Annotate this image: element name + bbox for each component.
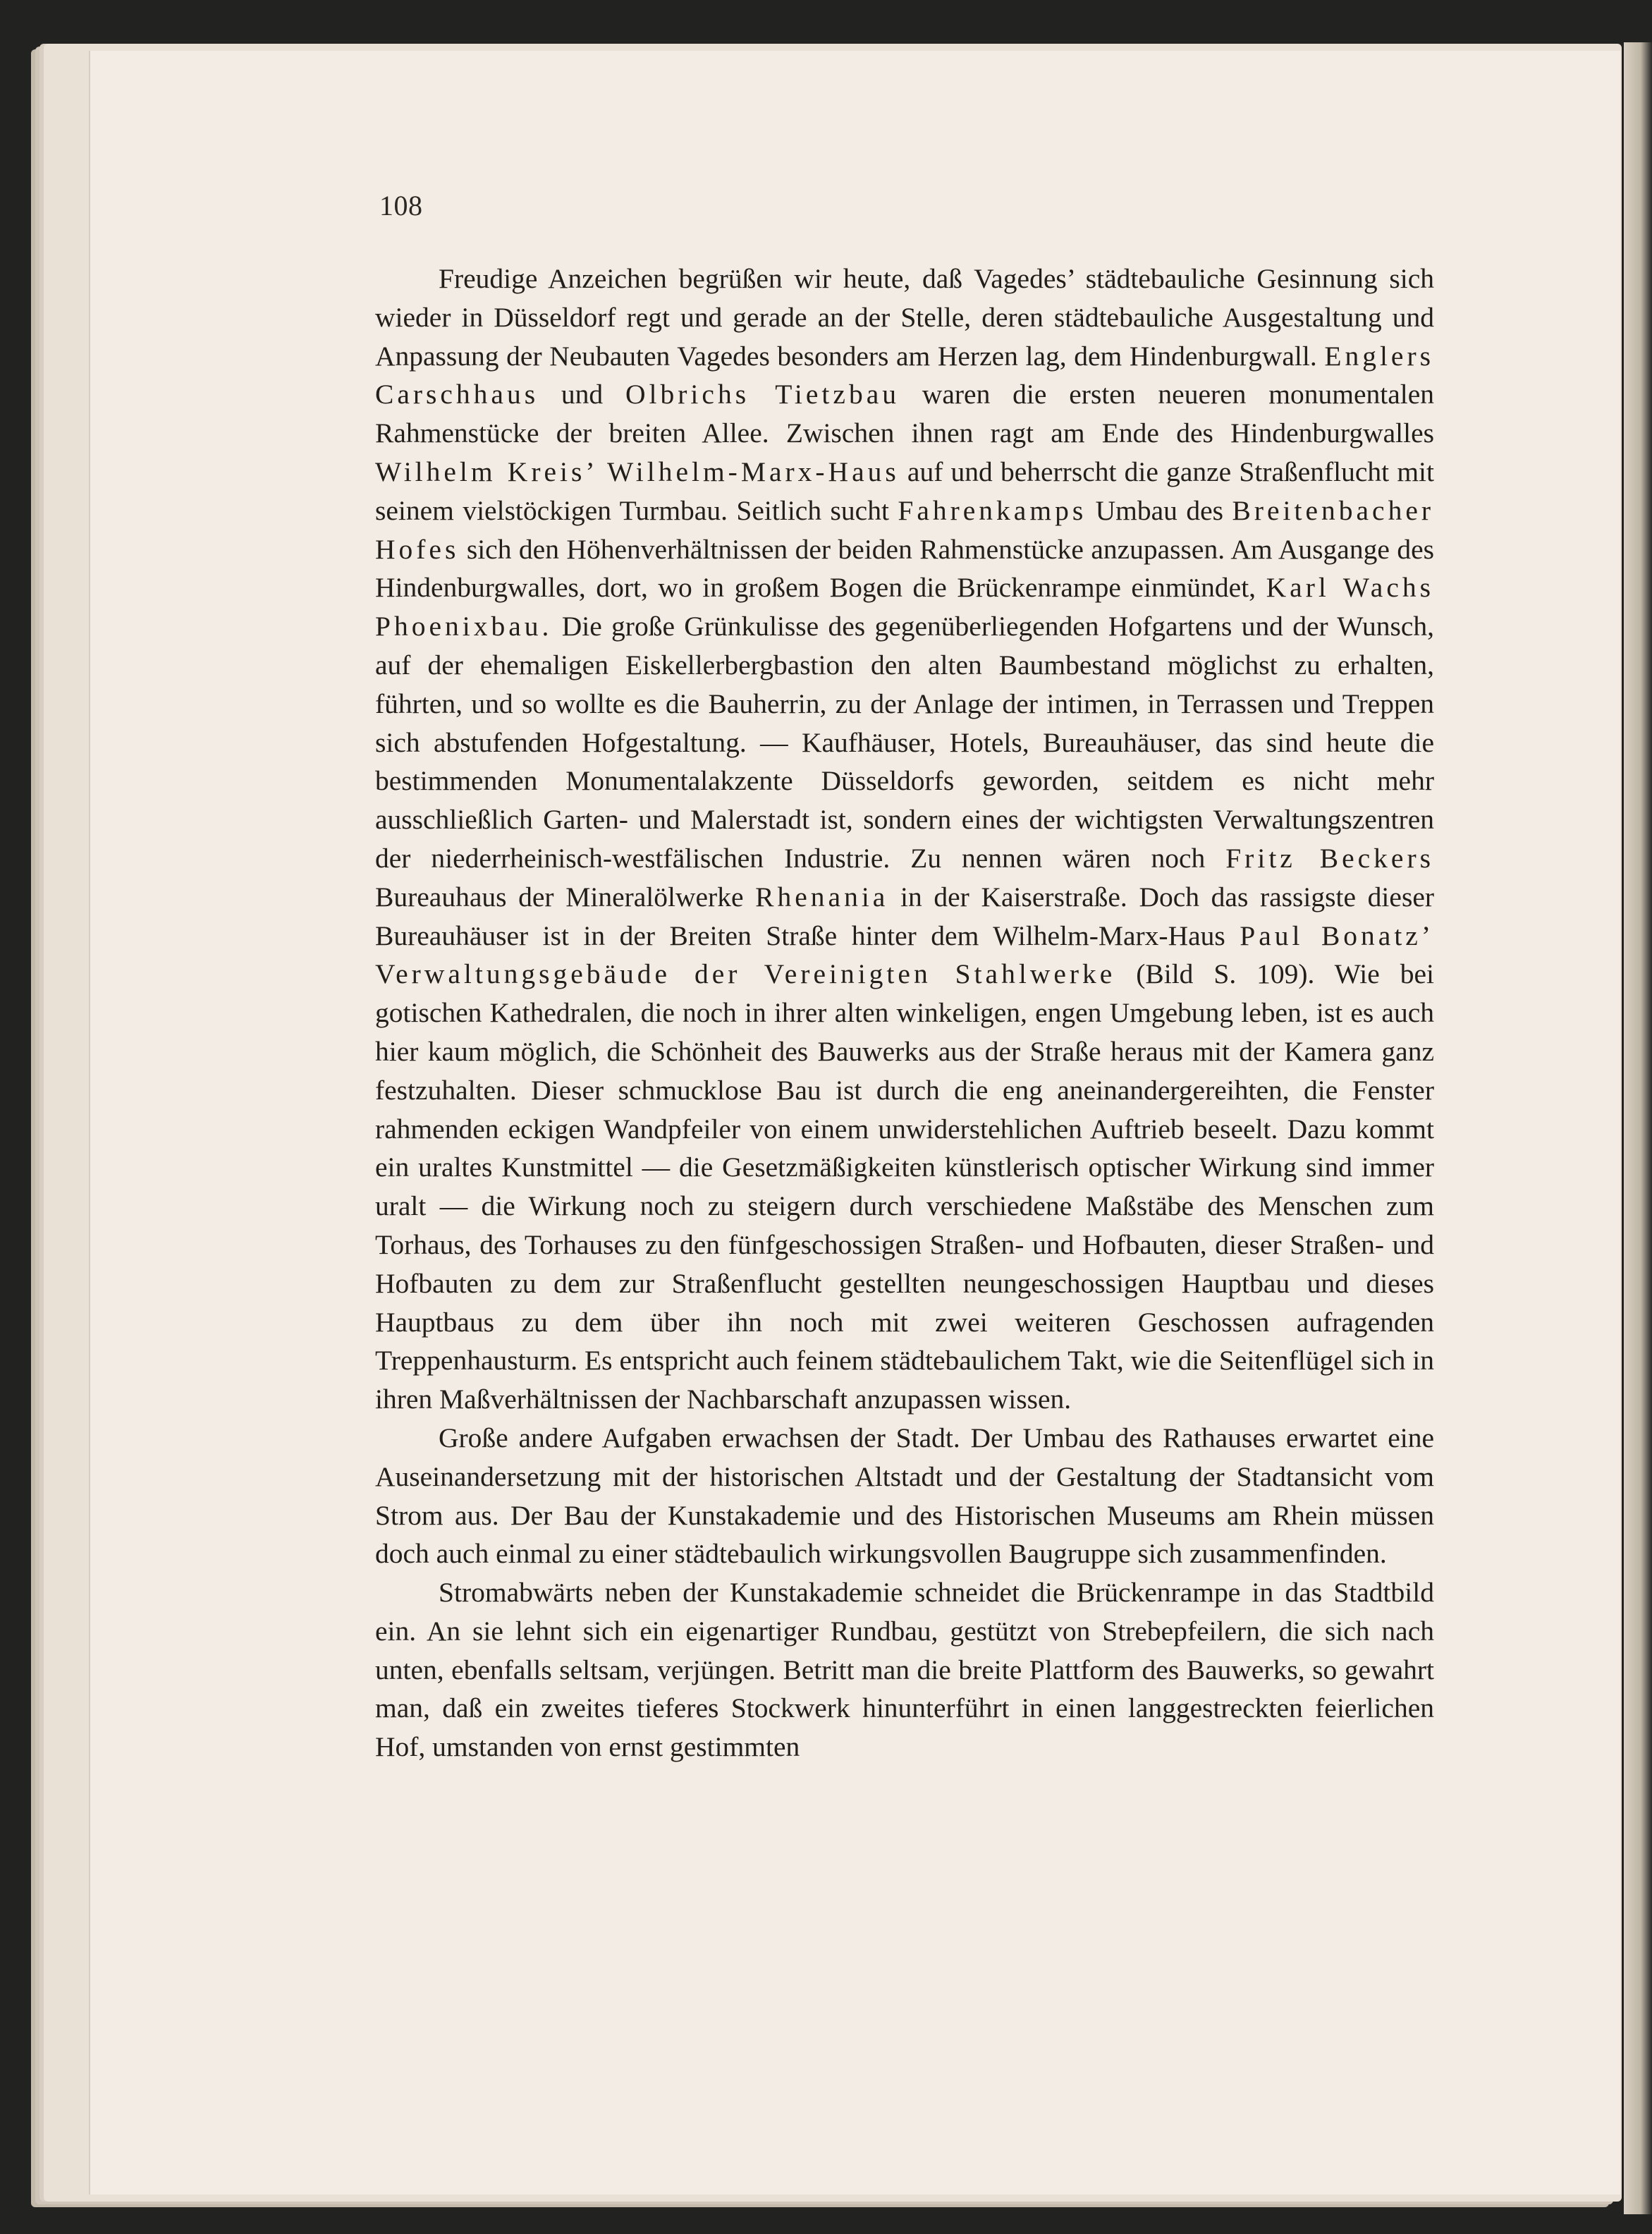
paragraph-2: Große andere Aufgaben erwachsen der Stadt. Der Umbau des Rathauses erwartet eine Auseinandersetzung mit der historischen Altstadt und der Gestaltung der Stadtansicht vom Strom aus. Der Bau der Kunstakademie und des Historischen Museums am Rhein müssen doch auch einmal zu einer städtebaulich wirkungsvollen Baugruppe sich zusammenfinden. xyxy=(375,1422,1434,1570)
p1-text-d: auf und beherrscht die ganze Straßenflucht mit seinem vielstöckigen Turmbau. Seitlich sucht xyxy=(375,456,1434,526)
p1-spaced-breitenbacher: Breitenbacher Hofes xyxy=(375,494,1435,565)
p1-spaced-olbrichs: Olbrichs Tietzbau xyxy=(625,379,900,410)
paragraph-1 xyxy=(375,260,1434,1419)
p1-text-g: Die große Grünkulisse des gegenüberliegenden Hofgartens und der Wunsch, auf der ehemaligen Eiskellerbergbastion den alten Baumbestand möglichst zu erhalten, führten, und so wollte es die Bauherrin, zu der Anlage der intimen, in Terrassen und Treppen sich abstufenden Hofgestaltung. — Kaufhäuser, Hotels, Bureauhäuser, das sind heute die bestimmenden Monumentalakzente Düsseldorfs geworden, seitdem es nicht mehr ausschließlich Garten- und Malerstadt ist, sondern eines der wichtigsten Verwaltungszentren der niederrheinisch-westfälischen Industrie. Zu nennen wären noch xyxy=(375,611,1434,874)
p1-spaced-fahrenkamps: Fahrenkamps xyxy=(898,494,1087,526)
p1-text-f: sich den Höhenverhältnissen der beiden Rahmenstücke anzupassen. Am Ausgange des Hindenburgwalles, dort, wo in großem Bogen die Brückenrampe einmündet, xyxy=(375,533,1434,604)
p1-text-i: in der Kaiserstraße. Doch das rassigste dieser Bureauhäuser ist in der Breiten Straße hinter dem Wilhelm-Marx-Haus xyxy=(375,881,1434,951)
p1-spaced-rhenania: Rhenania xyxy=(755,881,889,912)
p1-spaced-englers: Englers Carschhaus xyxy=(375,340,1434,410)
body-text xyxy=(375,260,1434,1766)
paragraph-3: Stromabwärts neben der Kunstakademie schneidet die Brückenrampe in das Stadtbild ein. An sie lehnt sich ein eigenartiger Rundbau, gestützt von Strebepfeilern, die sich nach unten, ebenfalls seltsam, verjüngen. Betritt man die breite Plattform des Bauwerks, so gewahrt man, daß ein zweites tieferes Stockwerk hinunterführt in einen langgestreckten feierlichen Hof, umstanden von ernst gestimmten xyxy=(375,1577,1434,1763)
p1-text-a: Freudige Anzeichen begrüßen wir heute, daß Vagedes’ städtebauliche Gesinnung sich wieder in Düsseldorf regt und gerade an der Stelle, deren städtebauliche Ausgestaltung und Anpassung der Neubauten Vagedes besonders am Herzen lag, dem Hindenburgwall. xyxy=(375,263,1434,372)
p1-spaced-wachs: Karl Wachs Phoenixbau. xyxy=(375,572,1434,642)
p1-text-e: Umbau des xyxy=(1087,494,1232,526)
p1-text-b: und xyxy=(539,379,626,410)
page-number: 108 xyxy=(379,190,423,221)
p1-text-c: waren die ersten neueren monumentalen Rahmenstücke der breiten Allee. Zwischen ihnen ragt am Ende des Hindenburgwalles xyxy=(375,379,1435,449)
p1-text-j: (Bild S. 109). Wie bei gotischen Kathedralen, die noch in ihrer alten winkeligen, engen Umgebung leben, ist es auch hier kaum möglich, die Schönheit des Bauwerks aus der Straße heraus mit der Kamera ganz festzuhalten. Dieser schmucklose Bau ist durch die eng aneinandergereihten, die Fenster rahmenden eckigen Wandpfeiler von einem unwiderstehlichen Auftrieb beseelt. Dazu kommt ein uraltes Kunstmittel — die Gesetzmäßigkeiten künstlerisch optischer Wirkung sind immer uralt — die Wirkung noch zu steigern durch verschiedene Maßstäbe des Menschen zum Torhaus, des Torhauses zu den fünfgeschossigen Straßen- und Hofbauten, dieser Straßen- und Hofbauten zu dem zur Straßenflucht gestellten neungeschossigen Hauptbau und dieses Hauptbaus zu dem über ihn noch mit zwei weiteren Geschossen aufragenden Treppenhausturm. Es entspricht auch feinem städtebaulichem Takt, wie die Seitenflügel sich in ihren Maßverhältnissen der Nachbarschaft anzupassen wissen. xyxy=(375,958,1434,1415)
page-right-edge xyxy=(1624,42,1652,2214)
p1-spaced-beckers: Fritz Beckers xyxy=(1225,842,1434,874)
p1-spaced-kreis: Wilhelm Kreis’ Wilhelm-Marx-Haus xyxy=(375,456,900,487)
p1-text-h: Bureauhaus der Mineralölwerke xyxy=(375,881,756,912)
p1-spaced-bonatz: Paul Bonatz’ Verwaltungsgebäude der Vereinigten Stahlwerke xyxy=(375,920,1434,990)
